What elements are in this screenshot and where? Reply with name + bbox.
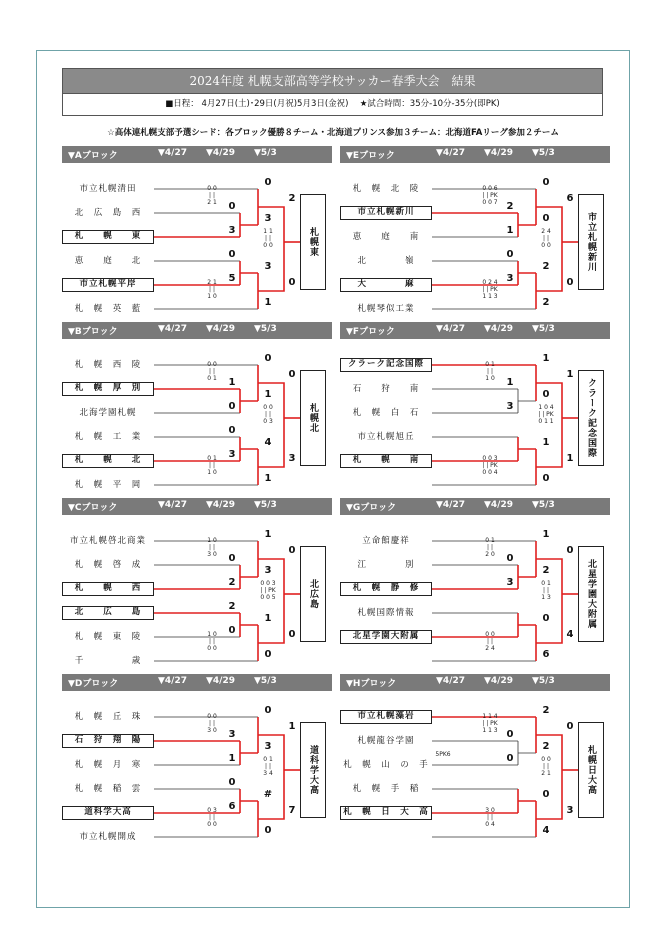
block-name: ▼Cブロック bbox=[68, 503, 118, 513]
match-detail: 1 0 | | 3 0 bbox=[207, 537, 217, 558]
score: 2 bbox=[228, 577, 236, 588]
round-date: ▼4/29 bbox=[206, 676, 235, 686]
score: 1 bbox=[506, 225, 514, 236]
round-date: ▼4/27 bbox=[158, 324, 187, 334]
score: 1 bbox=[264, 473, 272, 484]
team-name: 北海学園札幌 bbox=[79, 408, 137, 418]
score: 1 bbox=[264, 529, 272, 540]
seed-note: ☆高体連札幌支部予選シード：各ブロック優勝８チーム・北海道プリンス参加３チーム：北海道FAリーグ参加２チーム bbox=[107, 128, 559, 138]
team-name: 市立札幌開成 bbox=[79, 832, 137, 842]
bracket-block bbox=[62, 146, 332, 314]
match-detail: 0 0 | | 2 1 bbox=[541, 756, 551, 777]
team-name: 北 広 島 西 bbox=[74, 208, 142, 218]
team-name: 札 幌 厚 別 bbox=[62, 382, 154, 396]
score: 3 bbox=[228, 729, 236, 740]
score: 0 bbox=[228, 625, 236, 636]
team-name: 札 幌 月 寒 bbox=[74, 760, 142, 770]
score: 0 bbox=[506, 249, 514, 260]
round-date: ▼5/3 bbox=[254, 500, 277, 510]
team-name: 札 幌 西 陵 bbox=[74, 360, 142, 370]
score: 2 bbox=[542, 261, 550, 272]
score: 3 bbox=[264, 565, 272, 576]
bracket-block bbox=[340, 498, 610, 666]
score: 0 bbox=[264, 825, 272, 836]
team-name: 札 幌 平 岡 bbox=[74, 480, 142, 490]
title-box bbox=[62, 68, 603, 116]
bracket-block bbox=[340, 322, 610, 490]
round-date: ▼5/3 bbox=[532, 148, 555, 158]
team-name: 市立札幌新川 bbox=[340, 206, 432, 220]
score: 7 bbox=[288, 805, 296, 816]
round-date: ▼5/3 bbox=[532, 676, 555, 686]
score: 3 bbox=[506, 401, 514, 412]
score: 2 bbox=[542, 297, 550, 308]
score: 4 bbox=[566, 629, 574, 640]
team-name: 札 幌 啓 成 bbox=[74, 560, 142, 570]
round-date: ▼4/27 bbox=[158, 676, 187, 686]
team-name: 札 幌 丘 珠 bbox=[74, 712, 142, 722]
team-name: 恵 庭 北 bbox=[74, 256, 142, 266]
team-name: 札 幌 北 bbox=[62, 454, 154, 468]
pk-note: 5PK6 bbox=[435, 751, 451, 758]
match-detail: 0 0 3 | | PK 0 0 5 bbox=[260, 580, 276, 601]
score: 1 bbox=[228, 377, 236, 388]
score: 0 bbox=[264, 353, 272, 364]
bracket-block bbox=[340, 674, 610, 842]
match-detail: 2 1 | | 1 0 bbox=[207, 279, 217, 300]
score: 0 bbox=[566, 545, 574, 556]
team-name: 北星学園大附属 bbox=[340, 630, 432, 644]
score: 0 bbox=[566, 277, 574, 288]
block-name: ▼Gブロック bbox=[346, 503, 397, 513]
score: 0 bbox=[264, 177, 272, 188]
score: 2 bbox=[542, 565, 550, 576]
score: 0 bbox=[228, 553, 236, 564]
bracket-block bbox=[62, 674, 332, 842]
score: 6 bbox=[566, 193, 574, 204]
round-date: ▼4/27 bbox=[436, 324, 465, 334]
score: 0 bbox=[506, 729, 514, 740]
score: 3 bbox=[264, 261, 272, 272]
score: 0 bbox=[288, 545, 296, 556]
score: 2 bbox=[228, 601, 236, 612]
score: 1 bbox=[264, 389, 272, 400]
score: 6 bbox=[228, 801, 236, 812]
round-date: ▼4/29 bbox=[484, 676, 513, 686]
score: 0 bbox=[542, 613, 550, 624]
score: 0 bbox=[228, 249, 236, 260]
team-name: 石 狩 翔 陽 bbox=[62, 734, 154, 748]
team-name: 札 幌 東 陵 bbox=[74, 632, 142, 642]
team-name: 札 幌 西 bbox=[62, 582, 154, 596]
match-detail: 0 2 4 | | PK 1 1 3 bbox=[482, 279, 498, 300]
round-date: ▼4/29 bbox=[484, 148, 513, 158]
bracket-block bbox=[340, 146, 610, 314]
block-champion: 札幌日大高 bbox=[578, 722, 604, 818]
score: 3 bbox=[566, 805, 574, 816]
match-detail: 0 0 6 | | PK 0 0 7 bbox=[482, 185, 498, 206]
match-detail: 2 4 | | 0 0 bbox=[541, 228, 551, 249]
team-name: 札 幌 静 修 bbox=[340, 582, 432, 596]
score: 3 bbox=[506, 273, 514, 284]
team-name: 札 幌 手 稲 bbox=[352, 784, 420, 794]
match-detail: 1 1 | | 0 0 bbox=[263, 228, 273, 249]
team-name: 札 幌 白 石 bbox=[352, 408, 420, 418]
team-name: 札 幌 南 bbox=[340, 454, 432, 468]
score: 5 bbox=[228, 273, 236, 284]
block-champion: クラーク記念国際 bbox=[578, 370, 604, 466]
match-detail: 0 1 | | 2 0 bbox=[485, 537, 495, 558]
team-name: 恵 庭 南 bbox=[352, 232, 420, 242]
score: 0 bbox=[288, 277, 296, 288]
round-date: ▼4/27 bbox=[436, 500, 465, 510]
score: 3 bbox=[228, 449, 236, 460]
page-title: 2024年度 札幌支部高等学校サッカー春季大会 結果 bbox=[189, 74, 476, 88]
team-name: 札幌琴似工業 bbox=[357, 304, 415, 314]
score: 1 bbox=[506, 377, 514, 388]
score: 3 bbox=[506, 577, 514, 588]
round-date: ▼5/3 bbox=[254, 148, 277, 158]
score: 1 bbox=[542, 529, 550, 540]
score: 1 bbox=[542, 437, 550, 448]
round-date: ▼5/3 bbox=[532, 500, 555, 510]
score: 3 bbox=[264, 741, 272, 752]
block-name: ▼Hブロック bbox=[346, 679, 397, 689]
match-detail: 0 0 | | 2 4 bbox=[485, 631, 495, 652]
team-name: 北 嶺 bbox=[357, 256, 415, 266]
score: 0 bbox=[228, 777, 236, 788]
team-name: 市立札幌旭丘 bbox=[357, 432, 415, 442]
block-name: ▼Fブロック bbox=[346, 327, 395, 337]
match-detail: 0 1 | | 1 0 bbox=[207, 455, 217, 476]
block-name: ▼Eブロック bbox=[346, 151, 395, 161]
score: 0 bbox=[228, 425, 236, 436]
round-date: ▼4/27 bbox=[158, 500, 187, 510]
block-champion: 北星学園大附属 bbox=[578, 546, 604, 642]
round-date: ▼4/29 bbox=[206, 500, 235, 510]
team-name: 立命館慶祥 bbox=[362, 536, 410, 546]
score: # bbox=[263, 789, 273, 800]
bracket-block bbox=[62, 498, 332, 666]
block-champion: 北広島 bbox=[300, 546, 326, 642]
score: 0 bbox=[264, 705, 272, 716]
team-name: 札 幌 稲 雲 bbox=[74, 784, 142, 794]
score: 1 bbox=[228, 753, 236, 764]
score: 1 bbox=[566, 369, 574, 380]
team-name: 札幌龍谷学園 bbox=[357, 736, 415, 746]
block-champion: 道科学大高 bbox=[300, 722, 326, 818]
score: 0 bbox=[542, 789, 550, 800]
team-name: 市立札幌清田 bbox=[79, 184, 137, 194]
match-detail: 0 1 | | 3 4 bbox=[263, 756, 273, 777]
score: 1 bbox=[264, 297, 272, 308]
score: 0 bbox=[228, 201, 236, 212]
team-name: 札 幌 山 の 手 bbox=[343, 760, 429, 770]
team-name: 道科学大高 bbox=[62, 806, 154, 820]
score: 0 bbox=[542, 473, 550, 484]
bracket-block bbox=[62, 322, 332, 490]
round-date: ▼5/3 bbox=[532, 324, 555, 334]
score: 3 bbox=[228, 225, 236, 236]
score: 3 bbox=[264, 213, 272, 224]
match-detail: 1 1 4 | | PK 1 1 3 bbox=[482, 713, 498, 734]
score: 2 bbox=[542, 741, 550, 752]
round-date: ▼4/29 bbox=[484, 324, 513, 334]
round-date: ▼4/29 bbox=[484, 500, 513, 510]
match-detail: 0 1 | | 1 3 bbox=[541, 580, 551, 601]
match-detail: 0 1 | | 1 0 bbox=[485, 361, 495, 382]
score: 4 bbox=[542, 825, 550, 836]
score: 4 bbox=[264, 437, 272, 448]
score: 2 bbox=[288, 193, 296, 204]
round-date: ▼4/29 bbox=[206, 324, 235, 334]
schedule-line: ■日程： 4月27日(土)･29日(月祝)5月3日(金祝) ★試合時間：35分-10分-35分(即PK) bbox=[63, 93, 602, 115]
round-date: ▼5/3 bbox=[254, 676, 277, 686]
match-detail: 1 0 4 | | PK 0 1 1 bbox=[538, 404, 554, 425]
round-date: ▼4/29 bbox=[206, 148, 235, 158]
match-detail: 3 0 | | 0 4 bbox=[485, 807, 495, 828]
team-name: 江 別 bbox=[357, 560, 415, 570]
team-name: 大 麻 bbox=[340, 278, 432, 292]
score: 0 bbox=[542, 389, 550, 400]
team-name: 市立札幌平岸 bbox=[62, 278, 154, 292]
round-date: ▼4/27 bbox=[436, 148, 465, 158]
block-name: ▼Aブロック bbox=[68, 151, 118, 161]
round-date: ▼4/27 bbox=[436, 676, 465, 686]
match-detail: 0 0 | | 0 1 bbox=[207, 361, 217, 382]
team-name: 千 歳 bbox=[74, 656, 142, 666]
score: 1 bbox=[288, 721, 296, 732]
round-date: ▼4/27 bbox=[158, 148, 187, 158]
score: 1 bbox=[542, 353, 550, 364]
block-name: ▼Bブロック bbox=[68, 327, 118, 337]
team-name: 札 幌 英 藍 bbox=[74, 304, 142, 314]
team-name: 北 広 島 bbox=[62, 606, 154, 620]
team-name: 札幌国際情報 bbox=[357, 608, 415, 618]
team-name: 札 幌 北 陵 bbox=[352, 184, 420, 194]
match-detail: 0 0 | | 0 3 bbox=[263, 404, 273, 425]
match-detail: 0 0 | | 2 1 bbox=[207, 185, 217, 206]
block-name: ▼Dブロック bbox=[68, 679, 119, 689]
score: 2 bbox=[506, 201, 514, 212]
block-champion: 市立札幌新川 bbox=[578, 194, 604, 290]
team-name: 札 幌 日 大 高 bbox=[340, 806, 432, 820]
score: 3 bbox=[288, 453, 296, 464]
match-detail: 0 3 | | 0 0 bbox=[207, 807, 217, 828]
score: 0 bbox=[542, 213, 550, 224]
score: 1 bbox=[264, 613, 272, 624]
match-detail: 0 0 3 | | PK 0 0 4 bbox=[482, 455, 498, 476]
match-detail: 0 0 | | 3 0 bbox=[207, 713, 217, 734]
block-champion: 札幌北 bbox=[300, 370, 326, 466]
team-name: クラーク記念国際 bbox=[340, 358, 432, 372]
score: 0 bbox=[566, 721, 574, 732]
score: 0 bbox=[228, 401, 236, 412]
score: 2 bbox=[542, 705, 550, 716]
score: 0 bbox=[506, 553, 514, 564]
team-name: 市立札幌藻岩 bbox=[340, 710, 432, 724]
score: 0 bbox=[288, 369, 296, 380]
score: 6 bbox=[542, 649, 550, 660]
round-date: ▼5/3 bbox=[254, 324, 277, 334]
team-name: 札 幌 工 業 bbox=[74, 432, 142, 442]
match-detail: 1 0 | | 0 0 bbox=[207, 631, 217, 652]
block-champion: 札幌東 bbox=[300, 194, 326, 290]
score: 0 bbox=[264, 649, 272, 660]
team-name: 石 狩 南 bbox=[352, 384, 420, 394]
score: 0 bbox=[542, 177, 550, 188]
score: 1 bbox=[566, 453, 574, 464]
team-name: 市立札幌啓北商業 bbox=[69, 536, 146, 546]
score: 0 bbox=[288, 629, 296, 640]
score: 0 bbox=[506, 753, 514, 764]
team-name: 札 幌 東 bbox=[62, 230, 154, 244]
